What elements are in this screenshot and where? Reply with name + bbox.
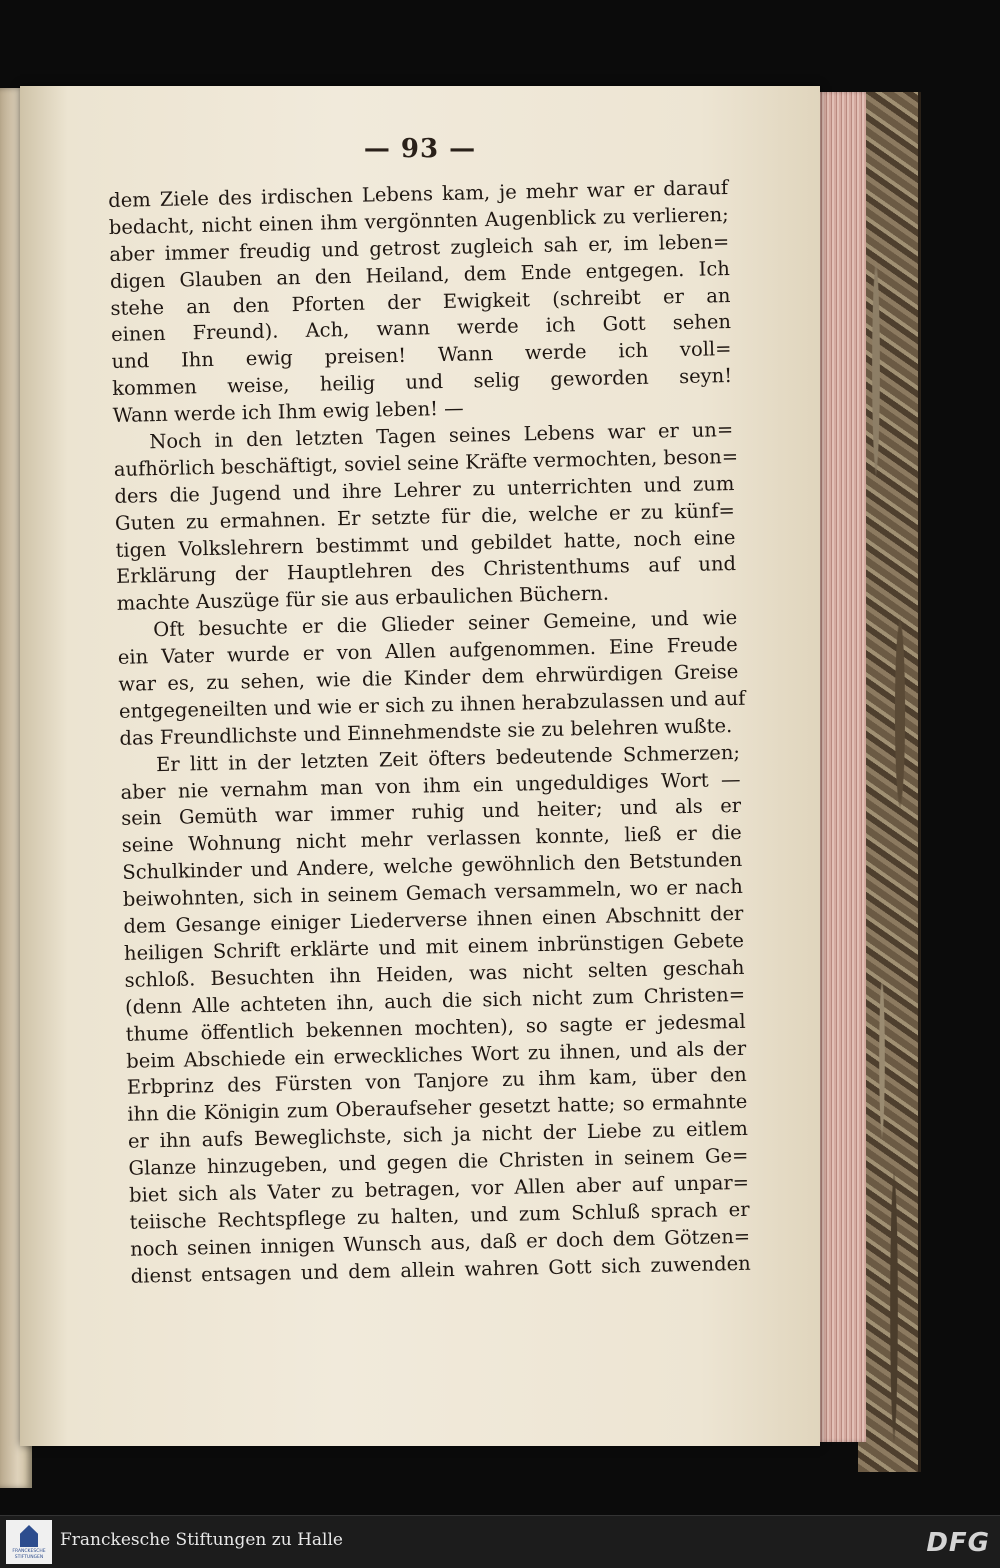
text-line: das Freundlichste und Einnehmendste sie zu belehren wußte. [119, 713, 733, 750]
text-line: und Ihn ewig preisen! Wann werde ich voll= [111, 337, 732, 374]
text-line: thume öffentlich bekennen mochten), so sagte er jedesmal [125, 1009, 746, 1046]
text-line: schloß. Besuchten ihn Heiden, was nicht selten geschah [124, 955, 745, 992]
text-line: stehe an den Pforten der Ewigkeit (schreibt er an [110, 283, 731, 320]
text-line: ein Vater wurde er von Allen aufgenommen. Eine Freude [117, 633, 738, 670]
text-line: Erbprinz des Fürsten von Tanjore zu ihm kam, über den [126, 1063, 747, 1100]
institution-title[interactable]: Franckesche Stiftungen zu Halle [60, 1530, 343, 1550]
text-line: Glanze hinzugeben, und gegen die Christen in seinem Ge= [128, 1143, 749, 1180]
building-icon [20, 1525, 38, 1547]
text-line: aber immer freudig und getrost zugleich sah er, im leben= [109, 229, 730, 266]
text-line: dienst entsagen und dem allein wahren Gott sich zuwenden [130, 1251, 751, 1288]
text-line: seine Wohnung nicht mehr verlassen konnte, ließ er die [121, 821, 742, 858]
viewer-footer [0, 1515, 1000, 1568]
text-line: Erklärung der Hauptlehren des Christenthums auf und [115, 552, 737, 589]
text-line: teiische Rechtspflege zu halten, und zum Schluß sprach er [129, 1197, 750, 1234]
book-page [20, 86, 820, 1446]
text-line: heiligen Schrift erklärte und mit einem inbrünstigen Gebete [123, 928, 745, 965]
text-line: Oft besuchte er die Glieder seiner Gemeine, und wie [153, 606, 738, 642]
marbled-book-cover [858, 92, 921, 1472]
franckesche-stiftungen-logo[interactable] [6, 1520, 52, 1564]
text-line: ders die Jugend und ihre Lehrer zu unterrichten und zum [114, 471, 735, 508]
dfg-logo[interactable]: DFG [926, 1528, 990, 1558]
text-line: dem Ziele des irdischen Lebens kam, je mehr war er darauf [108, 176, 729, 212]
text-line: Er litt in der letzten Zeit öfters bedeutende Schmerzen; [155, 740, 741, 776]
text-line: aufhörlich beschäftigt, soviel seine Kräfte vermochten, beson= [113, 444, 739, 481]
text-line: Wann werde ich Ihm ewig leben! — [112, 396, 464, 428]
text-line: er ihn aufs Beweglichste, sich ja nicht der Liebe zu eitlem [127, 1116, 749, 1153]
text-line: aber nie vernahm man von ihm ein ungeduldiges Wort — [120, 767, 741, 804]
text-line: kommen weise, heilig und selig geworden seyn! [111, 364, 733, 401]
text-line: dem Gesange einiger Liederverse ihnen einen Abschnitt der [123, 901, 744, 938]
text-line: Guten zu ermahnen. Er setzte für die, welche er zu künf= [114, 498, 736, 535]
page-number: — 93 — [363, 134, 477, 164]
text-line: sein Gemüth war immer ruhig und heiter; und als er [120, 794, 742, 831]
text-line: beiwohnten, sich in seinem Gemach versammeln, wo er nach [122, 875, 744, 911]
text-line: ihn die Königin zum Oberaufseher gesetzt hatte; so ermahnte [127, 1090, 748, 1127]
text-line: Schulkinder und Andere, welche gewöhnlich den Betstunden [122, 848, 743, 885]
text-line: beim Abschiede ein erweckliches Wort zu ihnen, und als der [126, 1036, 747, 1073]
text-line: noch seinen innigen Wunsch aus, daß er doch dem Götzen= [129, 1224, 751, 1261]
text-line: einen Freund). Ach, wann werde ich Gott sehen [110, 310, 732, 347]
text-line: bedacht, nicht einen ihm vergönnten Augenblick zu verlieren; [108, 202, 729, 239]
page-text [108, 175, 751, 1290]
text-line: biet sich als Vater zu betragen, vor Allen aber auf unpar= [128, 1170, 750, 1207]
text-line: Noch in den letzten Tagen seines Lebens war er un= [149, 417, 734, 454]
text-line: war es, zu sehen, wie die Kinder dem ehrwürdigen Greise [118, 659, 739, 696]
text-line: entgegeneilten und wie er sich zu ihnen herabzulassen und auf [118, 686, 746, 723]
logo-text: FRANCKESCHE STIFTUNGEN [12, 1549, 46, 1560]
text-line: (denn Alle achteten ihn, auch die sich nicht zum Christen= [124, 982, 746, 1019]
page-edges [814, 92, 866, 1442]
text-line: digen Glauben an den Heiland, dem Ende entgegen. Ich [109, 256, 731, 293]
text-line: tigen Volkslehrern bestimmt und gebildet hatte, noch eine [115, 525, 736, 562]
text-line: machte Auszüge für sie aus erbaulichen Büchern. [116, 581, 610, 616]
